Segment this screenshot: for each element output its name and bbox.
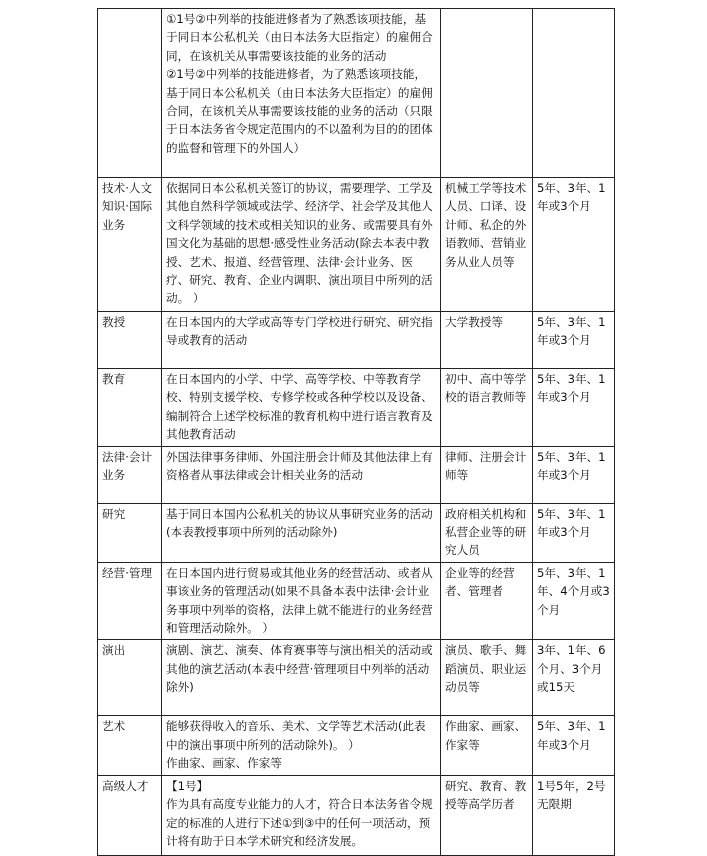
example-cell: 大学教授等 <box>441 312 533 369</box>
period-cell: 5年、3年、1年或3个月 <box>533 503 615 562</box>
activity-cell <box>162 716 441 775</box>
period-cell <box>533 9 615 178</box>
example-cell: 律师、注册会计师等 <box>441 446 533 503</box>
activity-cell: 在日本国内的小学、中学、高等学校、中等教育学校、特别支援学校、专修学校或各种学校以及设备、编制符合上述学校标准的教育机构中进行语言教育及其他教育活动 <box>162 369 441 447</box>
period-cell: 5年、3年、1年或3个月 <box>533 369 615 447</box>
table-row <box>98 9 615 178</box>
category-cell: 经营·管理 <box>98 562 162 640</box>
example-cell: 机械工学等技术人员、口译、设计师、私企的外语教师、营销业务从业人员等 <box>441 178 533 312</box>
activity-cell: 基于同日本国内公私机关的协议从事研究业务的活动(本表教授事项中所列的活动除外) <box>162 503 441 562</box>
period-cell: 5年、3年、1年或3个月 <box>533 312 615 369</box>
activity-cell: 在日本国内的大学或高等专门学校进行研究、研究指导或教育的活动 <box>162 312 441 369</box>
period-cell: 5年、3年、1年、4个月或3个月 <box>533 562 615 640</box>
table-row <box>98 369 615 447</box>
example-cell: 政府相关机构和私营企业等的研究人员 <box>441 503 533 562</box>
table-row <box>98 178 615 312</box>
activity-cell <box>162 775 441 855</box>
category-cell: 研究 <box>98 503 162 562</box>
category-cell: 教授 <box>98 312 162 369</box>
category-cell: 高级人才 <box>98 775 162 855</box>
example-cell: 初中、高中等学校的语言教师等 <box>441 369 533 447</box>
activity-cell: 演剧、演艺、演奏、体育赛事等与演出相关的活动或其他的演艺活动(本表中经营·管理项目中列举的活动除外) <box>162 640 441 716</box>
example-cell: 演员、歌手、舞蹈演员、职业运动员等 <box>441 640 533 716</box>
category-cell: 演出 <box>98 640 162 716</box>
activity-paragraph: ②1号②中列举的技能进修者，为了熟悉该项技能，基于同日本公私机关（由日本法务大臣指定）的雇佣合同，在该机关从事需要该技能的业务的活动（只限于日本法务省令规定范围内的不以盈利为目的的团体的监督和管理下的外国人） <box>166 67 433 155</box>
example-cell <box>441 9 533 178</box>
activity-cell <box>162 9 441 178</box>
example-cell: 研究、教育、教授等高学历者 <box>441 775 533 855</box>
table-row <box>98 775 615 855</box>
table-row <box>98 562 615 640</box>
period-cell: 5年、3年、1年或3个月 <box>533 178 615 312</box>
period-cell: 3年、1年、6个月、3个月或15天 <box>533 640 615 716</box>
activity-cell: 在日本国内进行贸易或其他业务的经营活动、或者从事该业务的管理活动(如果不具备本表中法律·会计业务事项中列举的资格，法律上就不能进行的业务经营和管理活动除外。 ） <box>162 562 441 640</box>
activity-cell: 外国法律事务律师、外国注册会计师及其他法律上有资格者从事法律或会计相关业务的活动 <box>162 446 441 503</box>
visa-status-table <box>97 8 615 856</box>
category-cell: 教育 <box>98 369 162 447</box>
activity-cell: 依据同日本公私机关签订的协议，需要理学、工学及其他自然科学领域或法学、经济学、社会学及其他人文科学领域的技术或相关知识的业务、或需要具有外国文化为基础的思想·感受性业务活动(除去本表中教授、艺术、报道、经营管理、法律·会计业务、医疗、研究、教育、企业内调职、演出项目中所列的活动。 ） <box>162 178 441 312</box>
activity-paragraph: 作曲家、画家、作家等 <box>166 756 282 771</box>
example-cell: 作曲家、画家、作家等 <box>441 716 533 775</box>
category-cell: 法律·会计业务 <box>98 446 162 503</box>
category-cell: 艺术 <box>98 716 162 775</box>
period-cell: 1号5年，2号无限期 <box>533 775 615 855</box>
activity-paragraph: 能够获得收入的音乐、美术、文学等艺术活动(此表中的演出事项中所列的活动除外)。 ） <box>166 719 426 752</box>
period-cell: 5年、3年、1年或3个月 <box>533 446 615 503</box>
example-cell: 企业等的经营者、管理者 <box>441 562 533 640</box>
table-row <box>98 640 615 716</box>
table-row <box>98 503 615 562</box>
table-row <box>98 446 615 503</box>
activity-paragraph: 【1号】 <box>166 778 209 793</box>
activity-paragraph: ①1号②中列举的技能进修者为了熟悉该项技能，基于同日本公私机关（由日本法务大臣指定）的雇佣合同，在该机关从事需要该技能的业务的活动 <box>166 12 433 63</box>
period-cell: 5年、3年、1年或3个月 <box>533 716 615 775</box>
table-row <box>98 716 615 775</box>
table-row <box>98 312 615 369</box>
activity-paragraph: 作为具有高度专业能力的人才，符合日本法务省令规定的标准的人进行下述①到③中的任何一项活动，预计将有助于日本学术研究和经济发展。 <box>166 797 433 848</box>
category-cell: 技术·人文知识·国际业务 <box>98 178 162 312</box>
category-cell <box>98 9 162 178</box>
